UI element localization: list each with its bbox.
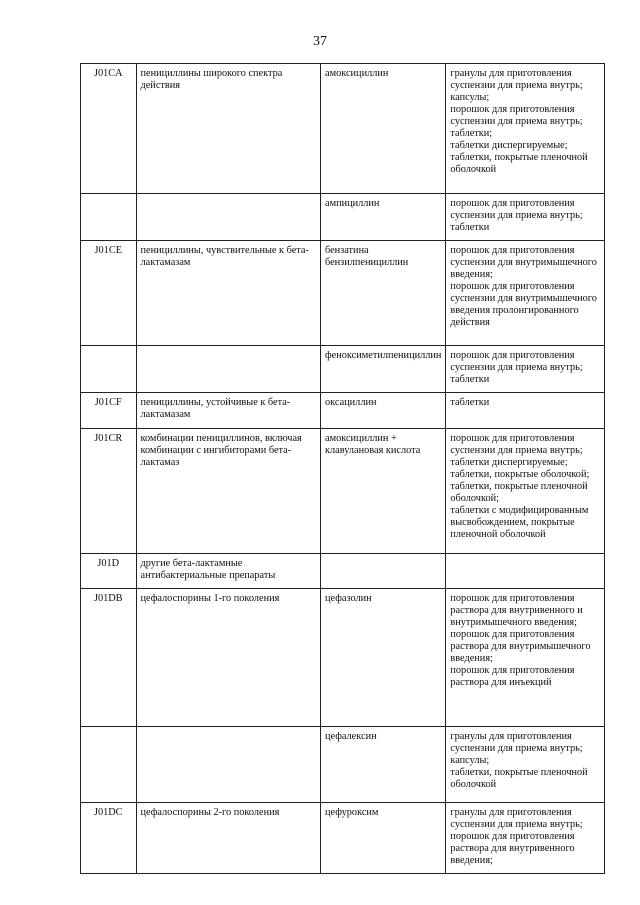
- dosage-form-item: порошок для приготовления суспензии для приема внутрь;: [450, 350, 583, 373]
- atc-code-cell: [81, 346, 137, 393]
- dosage-forms-cell: [446, 194, 605, 241]
- drug-name-cell: [321, 554, 446, 589]
- atc-code-cell: J01CE: [81, 241, 137, 346]
- dosage-form-item: гранулы для приготовления суспензии для приема внутрь;: [450, 807, 583, 830]
- pharmacologic-group-cell: цефалоспорины 2-го поколения: [136, 803, 321, 874]
- table-row: [81, 554, 605, 589]
- dosage-forms-cell: [446, 393, 605, 429]
- dosage-form-item: порошок для приготовления раствора для инъекций: [450, 665, 575, 688]
- dosage-form-item: порошок для приготовления суспензии для внутримышечного введения пролонгированного действия: [450, 281, 597, 328]
- dosage-form-item: таблетки диспергируемые;: [450, 140, 568, 151]
- dosage-form-item: капсулы;: [450, 755, 490, 766]
- dosage-form-item: порошок для приготовления суспензии для внутримышечного введения;: [450, 245, 597, 280]
- table-row: [81, 241, 605, 346]
- page-number: 37: [313, 34, 327, 49]
- dosage-form-item: порошок для приготовления суспензии для приема внутрь;: [450, 198, 583, 221]
- atc-code-cell: J01D: [81, 554, 137, 589]
- dosage-forms-cell: [446, 727, 605, 803]
- pharmacologic-group-cell: комбинации пенициллинов, включая комбинации с ингибиторами бета-лактамаз: [136, 429, 321, 554]
- atc-code-cell: J01CF: [81, 393, 137, 429]
- dosage-form-item: порошок для приготовления раствора для внутривенного введения;: [450, 831, 575, 866]
- drug-name-cell: феноксиметилпенициллин: [321, 346, 446, 393]
- dosage-form-item: таблетки диспергируемые;: [450, 457, 568, 468]
- dosage-form-item: порошок для приготовления раствора для внутривенного и внутримышечного введения;: [450, 593, 583, 628]
- dosage-forms-cell: [446, 589, 605, 727]
- pharmacologic-group-cell: [136, 346, 321, 393]
- drug-name-cell: бензатина бензилпенициллин: [321, 241, 446, 346]
- dosage-form-item: порошок для приготовления раствора для внутримышечного введения;: [450, 629, 591, 664]
- dosage-forms-cell: [446, 803, 605, 874]
- table-row: [81, 194, 605, 241]
- atc-code-cell: J01CA: [81, 64, 137, 194]
- pharmacologic-group-cell: пенициллины, чувствительные к бета-лактамазам: [136, 241, 321, 346]
- dosage-form-item: капсулы;: [450, 92, 490, 103]
- dosage-form-item: таблетки, покрытые оболочкой;: [450, 469, 590, 480]
- table-row: [81, 64, 605, 194]
- pharmacologic-group-cell: пенициллины, устойчивые к бета-лактамазам: [136, 393, 321, 429]
- table-row: [81, 393, 605, 429]
- dosage-form-item: таблетки, покрытые пленочной оболочкой: [450, 767, 588, 790]
- table-row: [81, 803, 605, 874]
- dosage-form-item: гранулы для приготовления суспензии для приема внутрь;: [450, 68, 583, 91]
- drug-name-cell: амоксициллин: [321, 64, 446, 194]
- dosage-forms-cell: [446, 554, 605, 589]
- atc-code-cell: J01DB: [81, 589, 137, 727]
- drug-name-cell: ампициллин: [321, 194, 446, 241]
- table-body: [81, 64, 605, 874]
- table-row: [81, 589, 605, 727]
- atc-code-cell: [81, 194, 137, 241]
- dosage-form-item: таблетки: [450, 222, 490, 233]
- drug-name-cell: цефазолин: [321, 589, 446, 727]
- pharmacologic-group-cell: пенициллины широкого спектра действия: [136, 64, 321, 194]
- dosage-form-item: гранулы для приготовления суспензии для приема внутрь;: [450, 731, 583, 754]
- dosage-form-item: таблетки, покрытые пленочной оболочкой;: [450, 481, 588, 504]
- atc-code-cell: [81, 727, 137, 803]
- atc-code-cell: J01DC: [81, 803, 137, 874]
- dosage-form-item: таблетки с модифицированным высвобождением, покрытые пленочной оболочкой: [450, 505, 589, 540]
- pharmacologic-group-cell: [136, 727, 321, 803]
- table-row: [81, 727, 605, 803]
- dosage-form-item: таблетки, покрытые пленочной оболочкой: [450, 152, 588, 175]
- dosage-form-item: таблетки: [450, 397, 490, 408]
- drug-name-cell: цефалексин: [321, 727, 446, 803]
- dosage-forms-cell: [446, 241, 605, 346]
- pharmacologic-group-cell: цефалоспорины 1-го поколения: [136, 589, 321, 727]
- dosage-forms-cell: [446, 429, 605, 554]
- dosage-form-item: порошок для приготовления суспензии для приема внутрь;: [450, 433, 583, 456]
- dosage-forms-cell: [446, 64, 605, 194]
- drug-name-cell: амоксициллин + клавулановая кислота: [321, 429, 446, 554]
- table-row: [81, 346, 605, 393]
- dosage-forms-cell: [446, 346, 605, 393]
- dosage-form-item: таблетки;: [450, 128, 493, 139]
- pharmacologic-group-cell: другие бета-лактамные антибактериальные препараты: [136, 554, 321, 589]
- atc-code-cell: J01CR: [81, 429, 137, 554]
- dosage-form-item: таблетки: [450, 374, 490, 385]
- drug-table: [80, 63, 605, 874]
- drug-name-cell: цефуроксим: [321, 803, 446, 874]
- dosage-form-item: порошок для приготовления суспензии для приема внутрь;: [450, 104, 583, 127]
- pharmacologic-group-cell: [136, 194, 321, 241]
- drug-name-cell: оксациллин: [321, 393, 446, 429]
- table-row: [81, 429, 605, 554]
